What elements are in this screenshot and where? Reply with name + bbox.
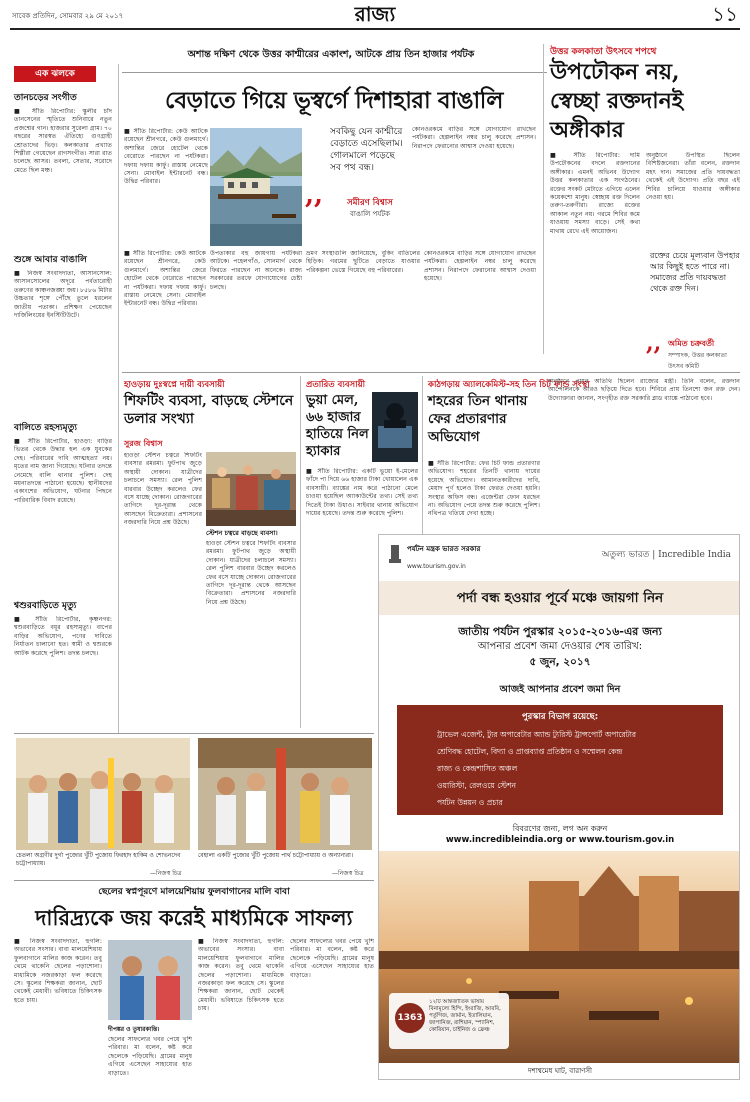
blood-quote-mark: ,,	[646, 330, 662, 356]
hacker-photo	[372, 392, 418, 462]
sidebar-item	[14, 90, 112, 263]
bottom-story-rule	[14, 880, 374, 881]
lead-quote: সবকিছু যেন কাশ্মীরে বেড়াতে এসেছিলাম। গোলমালে পড়েছে সব পথ বন্ধ।	[330, 127, 403, 173]
kashmir-houseboat-photo	[210, 128, 302, 246]
ad-banner	[379, 581, 740, 615]
hacker-body: ■ সীঁতি রিপোর্টার: একটি ভুয়ো ই-মেলের ফাঁদে পা দিয়ে ৬৬ হাজার টাকা খোয়ালেন এক ব্যবসায়ী। ব্যাঙ্কের নাম করে পাঠানো মেলে চাওয়া হয়েছিল অ্যাকাউন্টের তথ্য। সেই তথ্য দিতেই টাকা উধাও। সাইবার থানায় অভিযোগ দায়ের হয়েছে। তদন্ত শুরু করেছে পুলিশ।	[306, 468, 418, 518]
lead-headline-rule	[122, 72, 547, 73]
blood-body-col2: অনুষ্ঠানে উপস্থিত ছিলেন বিশিষ্টজনেরা। তাঁরা বলেন, রক্তদান মহৎ দান। সমাজের প্রতি দায়বদ্ধতা থেকেই এই উদ্যোগ। প্রতি বছর এই শিবির চালিয়ে যাওয়ার অঙ্গীকার নেওয়া হয়।	[646, 152, 740, 202]
lead-body-col6: কোনওরকমে বাড়ির সঙ্গে যোগাযোগ রাখছেন পর্যটকরা। হেল্পলাইন নম্বর চালু করেছে প্রশাসন। নিরাপদে ফেরানোর আশ্বাস দেওয়া হয়েছে।	[424, 250, 536, 283]
lead-headline: বেড়াতে গিয়ে ভূস্বর্গে দিশাহারা বাঙালি	[165, 87, 503, 114]
incredible-india-logo: অতুল্য ভারত | Incredible India	[601, 550, 731, 560]
helpline-badge	[389, 993, 509, 1049]
pujo-left-credit: —নিজস্ব চিত্র	[150, 870, 182, 877]
ad-place-caption: দশাশ্বমেধ ঘাট, বারাণসী	[528, 1067, 592, 1075]
chitfund-headline: শহরের তিন থানায় ফের প্রতারণার অভিযোগ	[428, 393, 528, 445]
ministry-url: www.tourism.gov.in	[407, 563, 466, 570]
madhyamik-body-col1: ■ নিজস্ব সংবাদদাতা, হুগলি: অভাবের সংসার। বাবা মালয়েশিয়ায় ফুলবাগানে মালির কাজ করেন। তবু থেমে থাকেনি ছেলের পড়াশোনা। মাধ্যমিকে নজরকাড়া ফল করেছে সে। স্কুলের শিক্ষকরা জানান, ছোট থেকেই মেধাবী। ভবিষ্যতে চিকিৎসক হতে চায়।	[14, 938, 102, 1004]
lead-body-col4: ভ্রমণ সংস্থাগুলি জানিয়েছে, বুকিং বাতিলের হিড়িক। গরমের ছুটিতে বেড়াতে যাওয়ার পরিকল্পনা ভেস্তে গিয়েছে বহু পরিবারের।	[306, 250, 420, 274]
sidebar-item-title: শ্বশুরবাড়িতে মৃত্যু	[14, 601, 77, 611]
station-photo-caption: স্টেশন চত্বরে বাড়ছে ব্যবসা।	[206, 529, 278, 537]
ad-deadline: ৫ জুন, ২০১৭	[529, 656, 591, 668]
ad-details-title: বিবরণের জন্য, লগ অন করুন	[512, 824, 608, 833]
lead-body-col3: উপত্যকার বহু জায়গায় পর্যটকরা আটকে। পহেলগাঁও, সোনমার্গ থেকে ফিরতে পারছেন না অনেকে। রাজ্য সরকারের তরফে যোগাযোগের চেষ্টা চলছে।	[210, 250, 302, 291]
ad-categories-box	[397, 705, 723, 815]
right-column-divider	[543, 44, 544, 354]
sidebar-tab: এক ঝলকে	[14, 66, 96, 82]
sidebar-item-body: ■ সীঁতি রিপোর্টার, কৃষ্ণনগর: শ্বশুরবাড়িতে বধূর রহস্যমৃত্যু। বাপের বাড়ির অভিযোগ, পণের দাবিতে নির্যাতন চালানো হত। স্বামী ও শ্বশুরকে আটক করেছে পুলিশ। তদন্ত চলছে।	[14, 616, 112, 657]
pujo-photo-right	[198, 738, 372, 850]
ad-categories-title: পুরস্কার বিভাগ রয়েছে:	[521, 712, 599, 722]
lead-body-col2: কোনওরকমে বাড়ির সঙ্গে যোগাযোগ রাখছেন পর্যটকরা। হেল্পলাইন নম্বর চালু করেছে প্রশাসন। নিরাপদে ফেরানোর আশ্বাস দেওয়া হয়েছে।	[412, 126, 536, 150]
header-rule	[10, 28, 740, 30]
ad-category: ওয়ারিস্টা, রেলওয়ে স্টেশন	[437, 781, 516, 790]
madhyamik-body-col3: ■ নিজস্ব সংবাদদাতা, হুগলি: অভাবের সংসার। বাবা মালয়েশিয়ায় ফুলবাগানে মালির কাজ করেন। তবু থেমে থাকেনি ছেলের পড়াশোনা। মাধ্যমিকে নজরকাড়া ফল করেছে সে। স্কুলের শিক্ষকরা জানান, ছোট থেকেই মেধাবী। ভবিষ্যতে চিকিৎসক হতে চায়।	[198, 938, 284, 1013]
blood-quote-role: সম্পাদক, উত্তর কলকাতা উৎসব কমিটি	[668, 352, 727, 370]
blood-headline: উপঢৌকন নয়, স্বেচ্ছা রক্তদানই অঙ্গীকার	[550, 59, 684, 143]
howrah-divider	[300, 376, 301, 728]
howrah-kicker: হাওড়ায় দুঃস্বপ্নে দায়ী ব্যবসায়ী	[124, 380, 225, 390]
pujo-photo-left	[16, 738, 190, 850]
students-illustration	[108, 940, 192, 1020]
ad-category: শ্রেণিবদ্ধ হোটেল, বিদ্যা ও প্রাপ্তব্যাপ্ত প্রতিষ্ঠান ও সম্মেলন কেন্দ্র	[437, 747, 623, 756]
students-caption: দীপঙ্কর ও তুষারকান্তি।	[108, 1026, 160, 1033]
blood-kicker: উত্তর কলকাতা উৎসবে শপথে	[550, 47, 657, 57]
varanasi-ghat-photo	[379, 851, 740, 1063]
sidebar-item	[14, 252, 112, 430]
howrah-byline: সুরজ বিশ্বাস	[124, 439, 163, 448]
lead-quote-role: বাঙালি পর্যটক	[349, 210, 391, 218]
page-number: ১১	[712, 2, 738, 26]
sidebar-item-body: ■ সীঁতি রিপোর্টার: স্কুলীর চাঁদ তানসেনের স্মৃতিতে শুনিবারে নতুন প্রজন্মের গান। হাজরার সুরেলা গ্রাম। ৭০ বছরের সারস্বত ঐতিহ্যে গুণগ্রাহী শ্রোতাদের ভিড়। কলকাতার প্রখ্যাত শিল্পীরা গেয়েছেন রাগসংগীত। সারা রাত চলেছে আসর। তবলা, সেতার, সরোদে মেতে ছিল মঞ্চ।	[14, 108, 112, 174]
lead-body-col1: ■ সীঁতি রিপোর্টার: কেউ আটকে রয়েছেন শ্রীনগরে, কেউ গুলমার্গে। অশান্তির জেরে হোটেল থেকে বেরোতে পারছেন না পর্যটকরা। দফায় দফায় কার্ফু। রাস্তায় নেমেছে সেনা। মোবাইল ইন্টারনেট বন্ধ। উদ্বিগ্ন পরিবার।	[124, 128, 208, 186]
ad-line1: জাতীয় পর্যটন পুরস্কার ২০১৫-২০১৬-এর জন্য	[458, 625, 662, 638]
sidebar-divider	[118, 64, 119, 734]
header-dateline: সাবেক প্রতিদিন, সোমবার ২৯ মে ২০১৭	[12, 12, 124, 20]
chitfund-body-col1: ■ সীঁতি রিপোর্টার: ফের চিট ফান্ড প্রতারণার অভিযোগ। শহরের তিনটি থানায় দায়ের হয়েছে অভিযোগ। আমানতকারীদের দাবি, মেয়াদ পূর্ণ হলেও টাকা ফেরত দেওয়া হয়নি। সংস্থার অফিস বন্ধ। এজেন্টরা ফোন ধরছেন না। অভিযোগ পেয়ে তদন্ত শুরু করেছে পুলিশ। নথিপত্র খতিয়ে দেখা হচ্ছে।	[428, 460, 540, 518]
blood-body-col1: ■ সীঁতি রিপোর্টার: দামি উপঢৌকনের বদলে রক্তদানের অঙ্গীকার। এমনই অভিনব উদ্যোগ উত্তর কলকাতার এক সংগঠনের। রক্তের সংকট মেটাতে এগিয়ে এলেন কয়েকশো মানুষ। স্বেচ্ছায় রক্ত দিলেন তরুণ-তরুণীরা। রাজ্যে রক্তের আকাল নতুন নয়। গরমে শিবির কমে যাওয়ায় সমস্যা বাড়ে। সেই কথা মাথায় রেখে এই আয়োজন।	[550, 152, 640, 235]
lead-quote-author: সমীরণ বিশ্বাস	[347, 198, 393, 208]
sidebar-item	[14, 598, 112, 746]
sidebar-item-title: শুঙ্গে আবার বাঙালি	[14, 255, 87, 265]
sidebar-item-body: ■ সীঁতি রিপোর্টার, হাওড়া: বাড়ির ভিতর থেকে উদ্ধার হল এক যুবকের দেহ। পরিবারের দাবি আত্মহত্যা নয়। মৃতের নাম জানা গিয়েছে। ঘটনার তদন্তে নেমেছে বালি থানার পুলিশ। দেহ ময়নাতদন্তে পাঠানো হয়েছে। স্থানীয়দের একাংশের অভিযোগ, ঘটনার পিছনে পারিবারিক বিবাদ রয়েছে।	[14, 438, 112, 504]
students-photo	[108, 940, 192, 1020]
lead-quote-mark: ,,	[305, 180, 324, 210]
station-market-photo	[206, 452, 296, 526]
pujo-left-caption: চেতলা অগ্রণীর দুর্গা পুজোর খুঁটি পুজোয় ফিরহাদ হাকিম ও শোভনদেব চট্টোপাধ্যায়।	[16, 852, 181, 867]
ad-category: পর্যটন উন্নয়ন ও প্রচার	[437, 798, 503, 807]
hacker-illustration	[372, 392, 418, 462]
sidebar-item-body: ■ নিজস্ব সংবাদদাতা, আসানসোল: আসানসোলের অদূরে পর্বতারোহী তরুণের কাঞ্চনজঙ্ঘা জয়। ৮৫৮৬ মিটার উচ্চতার শৃঙ্গে পৌঁছে তুলে ধরলেন জাতীয় পতাকা। প্রশিক্ষণ পেয়েছেন দার্জিলিংয়ের ইনস্টিটিউটে।	[14, 270, 112, 320]
helpline-number: 1363	[395, 1003, 425, 1033]
sidebar-item-title: তানচড়ের সংগীত	[14, 93, 77, 103]
kashmir-lake-illustration	[210, 128, 302, 246]
lead-body-col5: ■ সীঁতি রিপোর্টার: কেউ আটকে রয়েছেন শ্রীনগরে, কেউ গুলমার্গে। অশান্তির জেরে হোটেল থেকে বেরোতে পারছেন না পর্যটকরা। দফায় দফায় কার্ফু। রাস্তায় নেমেছে সেনা। মোবাইল ইন্টারনেট বন্ধ। উদ্বিগ্ন পরিবার।	[124, 250, 206, 308]
lead-kicker: অশান্ত দক্ষিণ থেকে উত্তর কাশ্মীরের একাংশ, আটকে প্রায় তিন হাজার পর্যটক	[187, 49, 475, 60]
ad-category: ট্রাভেল এজেন্ট, ট্যুর অপারেটার অ্যান্ড ট্যুরিস্ট ট্রান্সপোর্ট অপারেটার	[437, 730, 636, 739]
section-rule-mid	[122, 372, 740, 373]
tourism-ad	[378, 534, 740, 1080]
ministry-label: পর্যটন মন্ত্রক ভারত সরকার	[407, 545, 481, 553]
howrah-body-col2: হাওড়া স্টেশন চত্বরে শিফটিং ব্যবসার রমরমা। ফুটপাথ জুড়ে অস্থায়ী দোকান। যাত্রীদের চলাচলে সমস্যা। রেল পুলিশ বারবার উচ্ছেদ করলেও ফের বসে যাচ্ছে দোকান। রোজগারের তাগিদে দূর-দূরান্ত থেকে আসছেন বিক্রেতারা। প্রশাসনের নজরদারি নিয়ে প্রশ্ন উঠছে।	[206, 540, 296, 606]
ad-urls[interactable]: www.incredibleindia.org or www.tourism.gov.in	[445, 835, 675, 845]
pujo-right-credit: —নিজস্ব চিত্র	[332, 870, 364, 877]
ad-banner-text: পর্দা বন্ধ হওয়ার পূর্বে মঞ্চে জায়গা নিন	[456, 590, 664, 606]
howrah-body-col1: হাওড়া স্টেশন চত্বরে শিফটিং ব্যবসার রমরমা। ফুটপাথ জুড়ে অস্থায়ী দোকান। যাত্রীদের চলাচলে সমস্যা। রেল পুলিশ বারবার উচ্ছেদ করলেও ফের বসে যাচ্ছে দোকান। রোজগারের তাগিদে দূর-দূরান্ত থেকে আসছেন বিক্রেতারা। প্রশাসনের নজরদারি নিয়ে প্রশ্ন উঠছে।	[124, 452, 202, 527]
pujo-crowd-illustration	[16, 738, 190, 850]
madhyamik-headline: দারিদ্র্যকে জয় করেই মাধ্যমিকে সাফল্য	[35, 905, 353, 930]
hacker-headline: ভুয়া মেল, ৬৬ হাজার হাতিয়ে নিল হ্যাকার	[306, 393, 369, 459]
helpline-note: ১২টি আন্তর্জাতিক ভাষায় বিনামূল্যে হিন্দি, ইংরাজি, আরবি, পর্তুগিজ, জার্মান, ইতালিয়ান, জাপানিজ, রাশিয়ান, স্প্যানিশ, কোরিয়ান, চাইনিজ ও ফ্রেঞ্চ	[429, 999, 501, 1033]
madhyamik-body-col2: ছেলের সাফল্যের খবর পেয়ে খুশি পরিবার। মা বলেন, কষ্ট করে ছেলেকে পড়িয়েছি। গ্রামের মানুষ এগিয়ে এসেছেন সাহায্যের হাত বাড়াতে।	[108, 1036, 192, 1077]
hacker-kicker: প্রতারিত ব্যবসায়ী	[306, 380, 366, 390]
madhyamik-body-col4: ছেলের সাফল্যের খবর পেয়ে খুশি পরিবার। মা বলেন, কষ্ট করে ছেলেকে পড়িয়েছি। গ্রামের মানুষ এগিয়ে এসেছেন সাহায্যের হাত বাড়াতে।	[290, 938, 374, 979]
ad-cta: আজই আপনার প্রবেশ জমা দিন	[499, 684, 621, 695]
blood-body-continued: অনুষ্ঠানে প্রধান অতিথি ছিলেন রাজ্যের মন্ত্রী। তিনি বলেন, রক্তদান আন্দোলনকে আরও ছড়িয়ে দিতে হবে। শিবিরে প্রায় তিনশো জন রক্ত দেন। উদ্যোক্তারা জানান, সংগৃহীত রক্ত সরকারি ব্লাড ব্যাঙ্কে পাঠানো হবে।	[548, 378, 740, 402]
howrah-headline: শিফটিং ব্যবসা, বাড়ছে স্টেশনে ডলার সংখ্যা	[124, 393, 294, 427]
ad-category: রাজ্য ও কেন্দ্রশাসিত অঞ্চল	[437, 764, 518, 773]
ministry-emblem-icon	[387, 543, 403, 565]
sidebar-item	[14, 420, 112, 608]
pujo-ceremony-illustration	[198, 738, 372, 850]
bottom-photos-rule	[14, 733, 374, 734]
blood-quote: রক্তের চেয়ে মূল্যবান উপহার আর কিছুই হতে পারে না। সমাজের প্রতি দায়বদ্ধতা থেকে রক্ত দিন।	[650, 251, 740, 293]
blood-quote-author: অমিত চক্রবর্তী	[668, 339, 715, 348]
section-title: রাজ্য	[354, 2, 396, 26]
chitfund-kicker: কাঠগড়ায় অ্যালকেমিস্ট-সহ তিন চিট ফান্ড সংস্থা	[428, 380, 590, 390]
station-crowd-illustration	[206, 452, 296, 526]
sidebar-item-title: বালিতে রহস্যমৃত্যু	[14, 423, 77, 433]
pujo-right-caption: বেহালা একটি পুজোর খুঁটি পুজোয় পার্থ চট্টোপাধ্যায় ও অন্যান্যরা।	[198, 852, 354, 859]
ad-line2: আপনার প্রবেশ জমা দেওয়ার শেষ তারিখ:	[477, 641, 643, 652]
madhyamik-kicker: ছেলের স্বপ্নপূরণে মালয়েশিয়ায় ফুলবাগানের মালি বাবা	[98, 887, 290, 897]
